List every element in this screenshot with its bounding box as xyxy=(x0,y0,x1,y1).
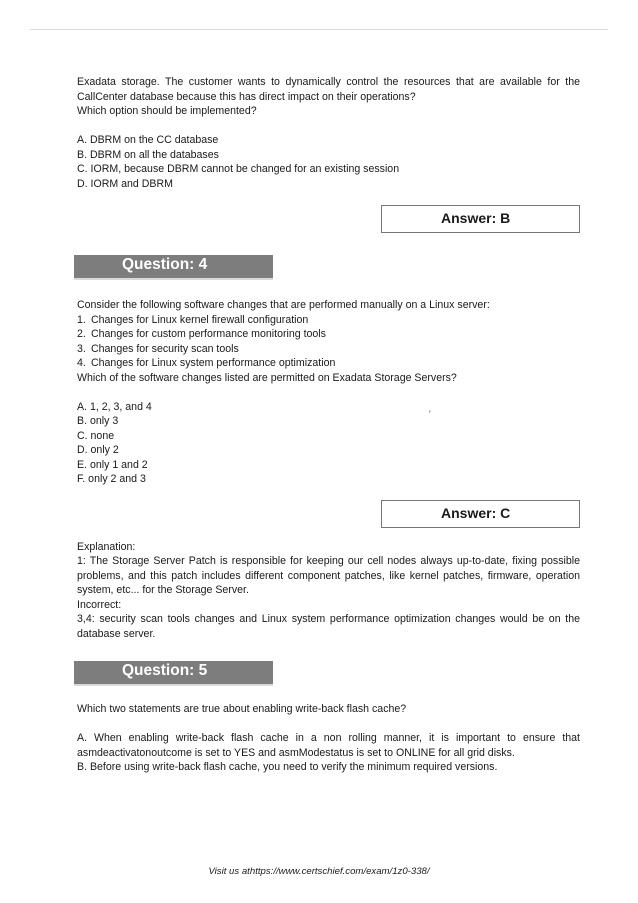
q3-option-b: B. DBRM on all the databases xyxy=(77,148,219,161)
q3-answer-box xyxy=(381,205,580,233)
stray-mark: ' xyxy=(429,409,431,419)
q4-incorrect-label: Incorrect: xyxy=(77,598,122,611)
q3-option-a: A. DBRM on the CC database xyxy=(77,134,219,146)
q3-option-c: C. IORM, because DBRM cannot be changed for an existing session xyxy=(77,163,400,175)
q5-option-a: A. When enabling write-back flash cache in a non rolling manner, it is important to ensure that asmdeactivatonoutcome is set to YES and asmModestatus is set to ONLINE for all grid disks. xyxy=(77,732,580,759)
q4-answer: Answer: C xyxy=(441,504,511,521)
q4-intro: Consider the following software changes that are performed manually on a Linux server: xyxy=(77,299,490,311)
q4-change-item: 3. Changes for security scan tools xyxy=(77,342,239,355)
q4-explanation-text: 1: The Storage Server Patch is responsible for keeping our cell nodes always up-to-date, fixing possible problems, and this patch includes different component patches, like kernel patches, firmware, operation system, etc... for the Storage Server. xyxy=(77,555,580,596)
q4-option-a: A. 1, 2, 3, and 4 xyxy=(77,400,152,413)
q3-intro: Exadata storage. The customer wants to dynamically control the resources that are available for the CallCenter database because this has direct impact on their operations? xyxy=(77,76,580,103)
top-divider xyxy=(30,29,608,30)
q4-option-e: E. only 1 and 2 xyxy=(77,458,148,471)
q4-change-item: 4. Changes for Linux system performance optimization xyxy=(77,357,336,369)
q3-option-d: D. IORM and DBRM xyxy=(77,177,173,190)
q4-heading: Question: 4 xyxy=(122,256,208,273)
q4-change-item: 1. Changes for Linux kernel firewall configuration xyxy=(77,313,309,326)
q4-explanation-label: Explanation: xyxy=(77,540,136,553)
q3-question: Which option should be implemented? xyxy=(77,105,257,117)
q4-option-d: D. only 2 xyxy=(77,444,119,456)
page-content xyxy=(77,75,580,775)
q5-heading-bar xyxy=(74,661,273,686)
q5-option-b: B. Before using write-back flash cache, you need to verify the minimum required versions. xyxy=(77,761,498,773)
q4-option-b: B. only 3 xyxy=(77,415,119,427)
footer-link[interactable]: Visit us athttps://www.certschief.com/exam/1z0-338/ xyxy=(208,866,430,877)
q4-answer-box xyxy=(381,500,580,528)
q3-answer: Answer: B xyxy=(441,210,511,226)
q4-heading-bar xyxy=(74,255,273,280)
q4-option-c: C. none xyxy=(77,429,115,442)
q4-question: Which of the software changes listed are permitted on Exadata Storage Servers? xyxy=(77,371,457,384)
q4-change-item: 2. Changes for custom performance monitoring tools xyxy=(77,328,326,340)
q4-incorrect-text: 3,4: security scan tools changes and Linux system performance optimization changes would be on the database server. xyxy=(77,613,580,640)
q5-heading: Question: 5 xyxy=(122,662,208,679)
q5-question: Which two statements are true about enabling write-back flash cache? xyxy=(77,703,407,715)
q4-option-f: F. only 2 and 3 xyxy=(77,473,146,485)
